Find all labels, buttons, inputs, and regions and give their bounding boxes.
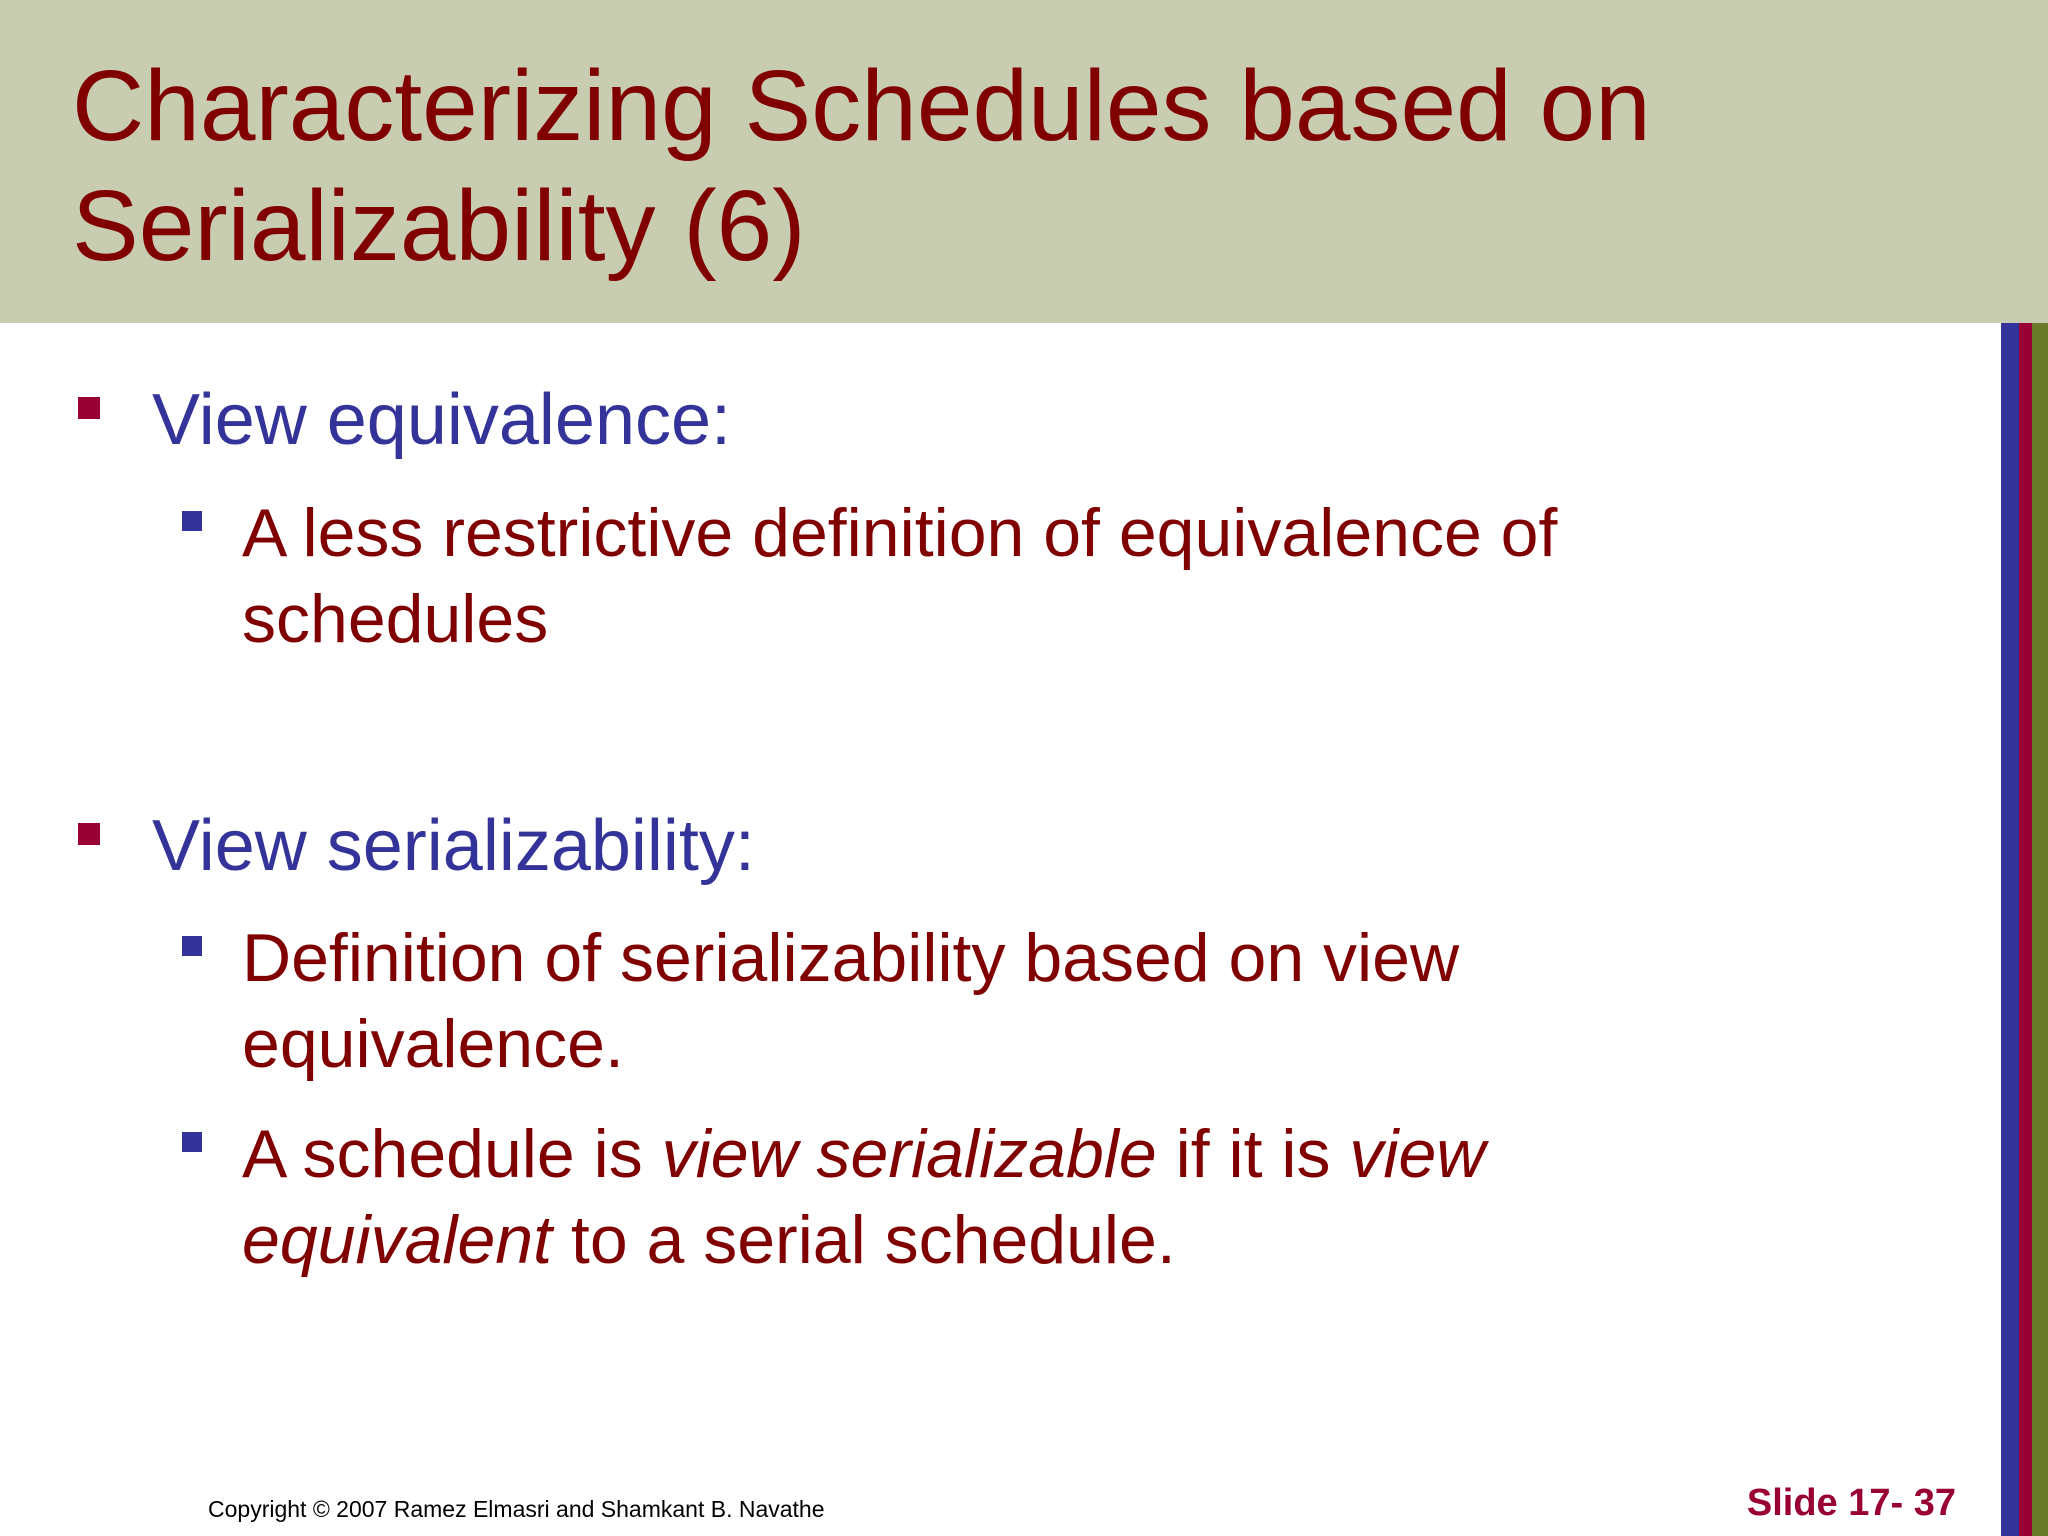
stripe-blue xyxy=(2001,323,2019,1536)
sub-bullet-square-icon xyxy=(182,936,202,956)
italic-term-view-serializable: view serializable xyxy=(661,1116,1157,1192)
stripe-red xyxy=(2019,323,2032,1536)
sub-bullet-square-icon xyxy=(182,1132,202,1152)
text-segment: to a serial schedule. xyxy=(552,1202,1176,1278)
text-segment: if it is xyxy=(1156,1116,1350,1192)
slide-title: Characterizing Schedules based on Serializability (6) xyxy=(72,50,1651,282)
text-segment: A schedule is xyxy=(242,1116,662,1192)
sub-bullet-less-restrictive-definition: A less restrictive definition of equivalence of schedules xyxy=(242,495,1558,657)
bullet-view-equivalence: View equivalence: xyxy=(152,380,732,460)
bullet-square-icon xyxy=(78,397,100,419)
bullet-square-icon xyxy=(78,823,100,845)
sub-bullet-square-icon xyxy=(182,511,202,531)
sub-bullet-view-serializable-definition xyxy=(242,1111,1792,1283)
slide-number: Slide 17- 37 xyxy=(1746,1482,1956,1524)
italic-term-view-equivalent: view equivalent xyxy=(242,1116,1486,1278)
decorative-side-stripes xyxy=(2001,323,2048,1536)
bullet-view-serializability: View serializability: xyxy=(152,806,755,886)
sub-bullet-definition-of-serializability: Definition of serializability based on view equivalence. xyxy=(242,920,1460,1082)
stripe-green xyxy=(2032,323,2048,1536)
footer-copyright: Copyright © 2007 Ramez Elmasri and Shamkant B. Navathe xyxy=(208,1496,825,1522)
